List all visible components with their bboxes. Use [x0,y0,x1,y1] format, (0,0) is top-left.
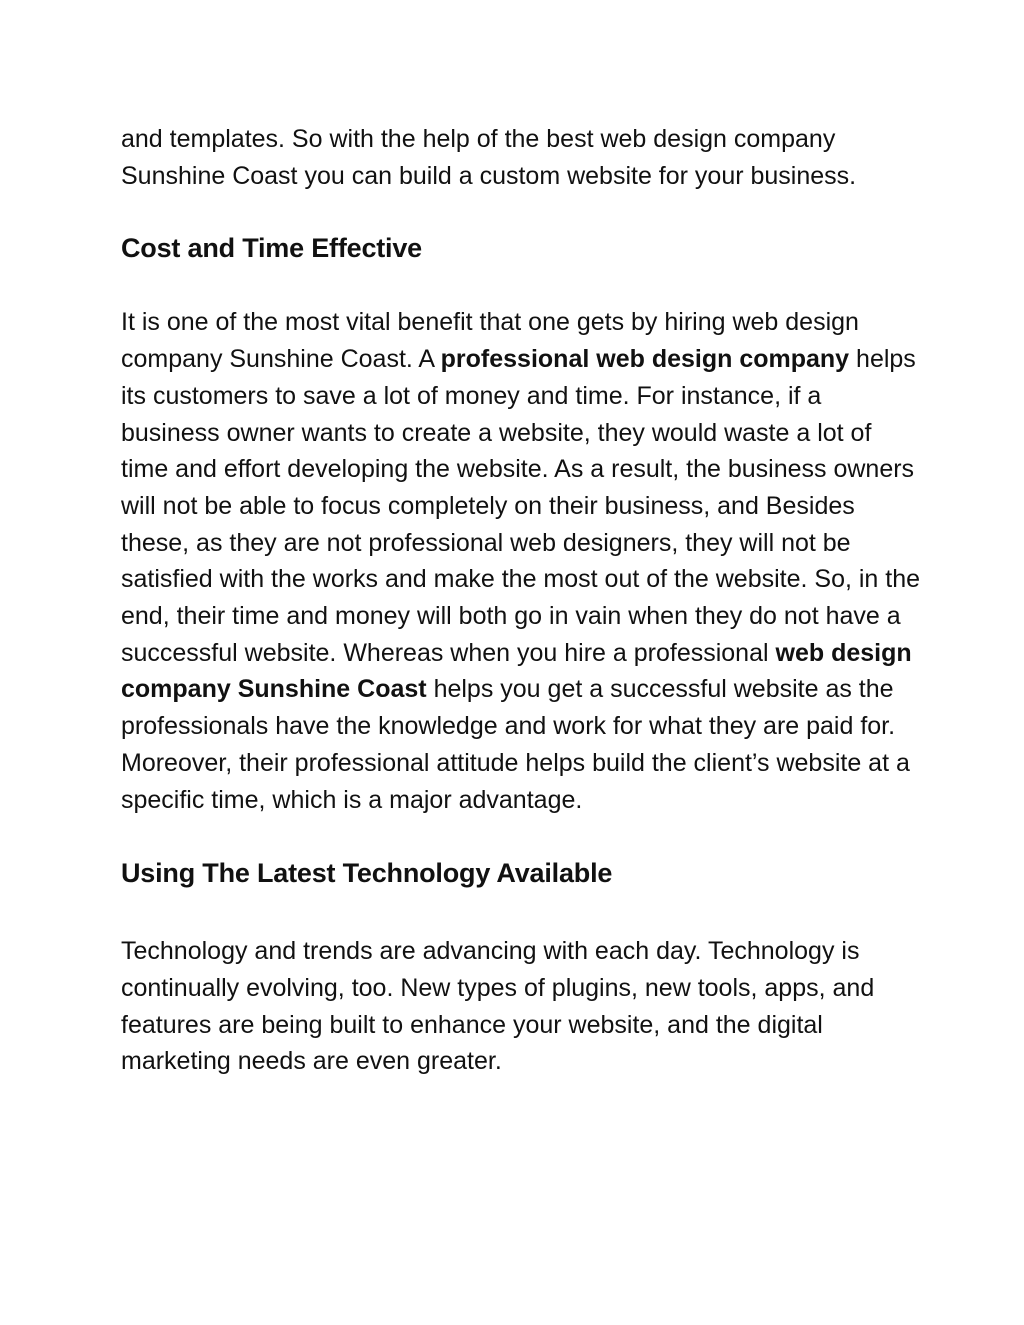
bold-keyword: web design company Sunshine Coast [121,638,912,704]
bold-keyword: professional web design company [440,345,850,374]
cost-time-paragraph [121,304,921,818]
section-heading-latest-technology: Using The Latest Technology Available [121,858,613,889]
section-heading-cost-time: Cost and Time Effective [121,233,422,264]
latest-technology-paragraph: Technology and trends are advancing with each day. Technology is continually evolving, too. New types of plugins, new tools, apps, and features are being built to enhance your website, and the digital marketing needs are even greater. [121,937,875,1076]
paragraph-text: helps its customers to save a lot of money and time. For instance, if a business owner wants to create a website, they would waste a lot of time and effort developing the website. As a result, the business owners will not be able to focus completely on their business, and Besides these, as they are not professional web designers, they will not be satisfied with the works and make the most out of the website. So, in the end, their time and money will both go in vain when they do not have a successful website. Whereas when you hire a professional [121,345,921,667]
paragraph-text: It is one of the most vital benefit that one gets by hiring web design company Sunshine Coast. A [121,308,859,374]
intro-paragraph: and templates. So with the help of the best web design company Sunshine Coast you can build a custom website for your business. [121,125,857,190]
paragraph-text: helps you get a successful website as the professionals have the knowledge and work for what they are paid for. Moreover, their professional attitude helps build the client’s website at a specific time, which is a major advantage. [121,675,910,814]
document-page [121,121,921,1080]
